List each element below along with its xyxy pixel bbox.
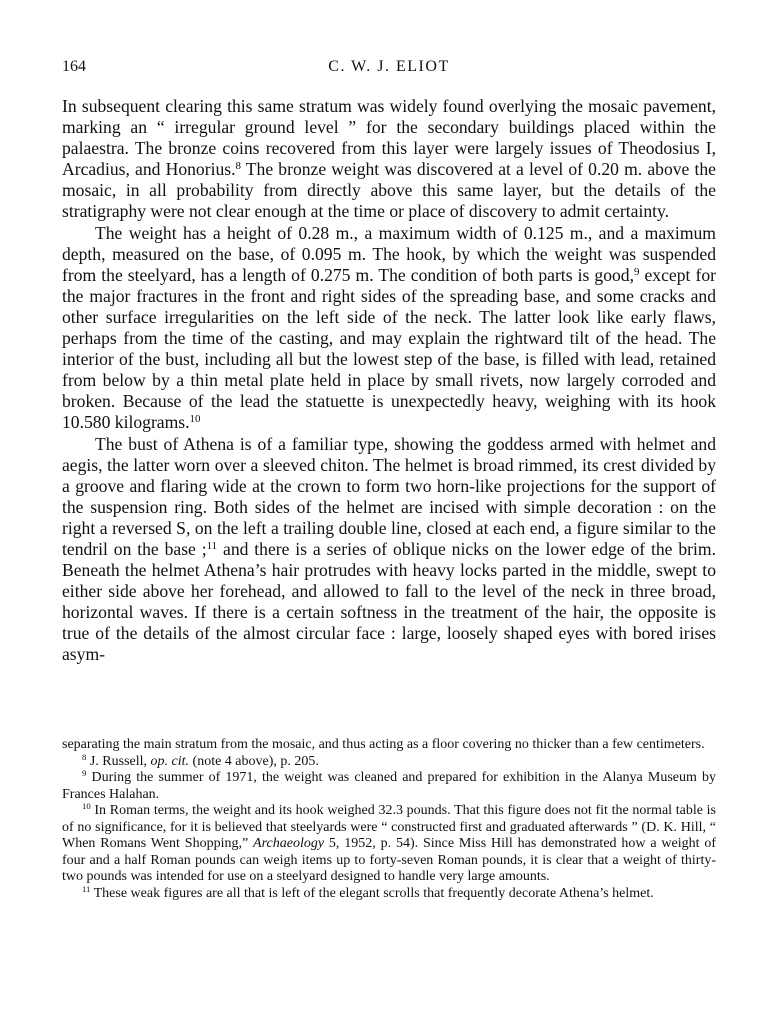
footnote-10: $^{10}$ In Roman terms, the weight and its hook weighed 32.3 pounds. That this figure does not fit the normal table is of no significance, for it is believed that steelyards were “ constructed first and graduated afterwards ” (D. K. Hill, “ When Romans Went Shopping,” Archaeology 5, 1952, p. 54). Since Miss Hill has demonstrated how a weight of four and a half Roman pounds can weigh items up to forty-seven Roman pounds, it is clear that a weight of thirty-two pounds was intended for use on a steelyard designed to handle very large amounts.	[62, 801, 717, 884]
footnote-ref-8[interactable]: 8	[235, 160, 241, 173]
footnote-continued: separating the main stratum from the mosaic, and thus acting as a floor covering no thicker than a few centimeters.	[62, 737, 705, 752]
footnotes	[62, 737, 716, 902]
footnote-ref-11[interactable]: 11	[206, 539, 218, 552]
footnote-8: $^8$ J. Russell, op. cit. (note 4 above), p. 205.	[82, 751, 319, 769]
page-header	[62, 58, 716, 82]
footnote-11: $^{11}$ These weak figures are all that is left of the elegant scrolls that frequently decorate Athena’s helmet.	[82, 883, 654, 901]
paragraph-3: The bust of Athena is of a familiar type, showing the goddess armed with helmet and aegis, the latter worn over a sleeved chiton. The helmet is broad rimmed, its crest divided by a groove and flaring wide at the crown to form two horn-like projections for the support of the suspension ring. Both sides of the helmet are incised with simple decoration : on the right a reversed S, on the left a trailing double line, closed at each end, a figure similar to the tendril on the base ;$^{11}$ and there is a series of oblique nicks on the lower edge of the brim. Beneath the helmet Athena’s hair protrudes with heavy locks parted in the middle, swept to either side above her forehead, and allowed to fall to the level of the neck in three broad, horizontal waves. If there is a certain softness in the treatment of the hair, the opposite is true of the details of the almost circular face : large, loosely shaped eyes with bored irises asym-	[62, 433, 716, 665]
page-number: 164	[62, 58, 86, 75]
footnote-ref-9[interactable]: 9	[633, 265, 640, 278]
running-head: C. W. J. ELIOT	[328, 58, 450, 75]
paragraph-1: In subsequent clearing this same stratum was widely found overlying the mosaic pavement, marking an “ irregular ground level ” for the secondary buildings placed within the palaestra. The bronze coins recovered from this layer were largely issues of Theodosius I, Arcadius, and Honorius.$^8$ The bronze weight was discovered at a level of 0.20 m. above the mosaic, in all probability from directly above this same layer, but the details of the stratigraphy were not clear enough at the time or place of discovery to admit certainty.	[62, 96, 716, 222]
footnote-9: $^9$ During the summer of 1971, the weight was cleaned and prepared for exhibition in the Alanya Museum by Frances Halahan.	[62, 768, 716, 802]
body-text	[62, 96, 716, 666]
paragraph-2: The weight has a height of 0.28 m., a maximum width of 0.125 m., and a maximum depth, measured on the base, of 0.095 m. The hook, by which the weight was suspended from the steelyard, has a length of 0.275 m. The condition of both parts is good,$^9$ except for the major fractures in the front and right sides of the spreading base, and some cracks and other surface irregularities on the left side of the neck. The latter look like early flaws, perhaps from the time of the casting, and may explain the rightward tilt of the head. The interior of the bust, including all but the lowest step of the base, is filled with lead, retained from below by a thin metal plate held in place by small rivets, now largely corroded and broken. Because of the lead the statuette is unexpectedly heavy, weighing with its hook 10.580 kilograms.$^{10}$	[62, 222, 716, 433]
footnote-ref-10[interactable]: 10	[189, 413, 201, 426]
